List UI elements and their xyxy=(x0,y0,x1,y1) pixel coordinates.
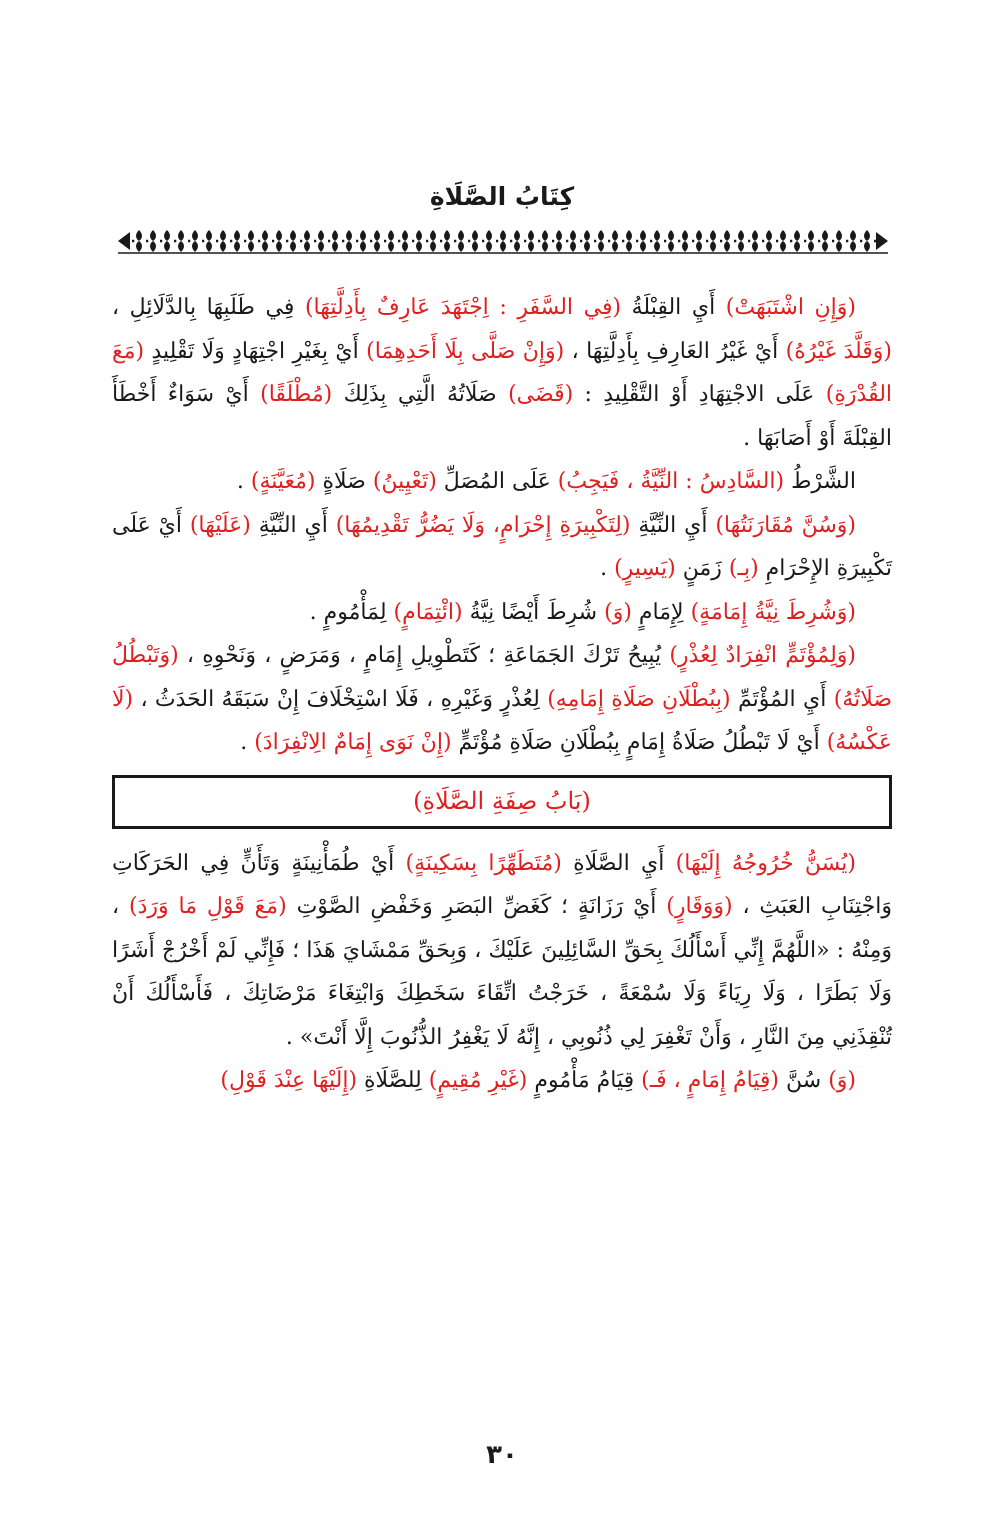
matn-text: (مَعَ القُدْرَةِ) xyxy=(112,338,893,407)
commentary-text: زَمَنٍ xyxy=(675,556,729,581)
commentary-text: لِإِمَامٍ xyxy=(631,599,691,625)
commentary-text: أَيِ النِّيَّةِ xyxy=(630,512,716,538)
text-paragraph xyxy=(112,286,892,460)
commentary-text: فِي طَلَبِهَا بِالدَّلَائِلِ ، xyxy=(112,295,305,320)
commentary-text: أَيِ الصَّلَاةِ xyxy=(561,850,676,876)
commentary-text: أَيْ عَلَى تَكْبِيرَةِ الإِحْرَامِ xyxy=(112,512,892,581)
page-number: ٣٠ xyxy=(486,1440,518,1470)
matn-text: (إِنْ نَوَى إِمَامٌ الِانْفِرَادَ) xyxy=(254,730,452,755)
matn-text: (وَإِنْ صَلَّى بِلَا أَحَدِهِمَا) xyxy=(366,338,565,364)
commentary-text: لِلصَّلَاةِ xyxy=(357,1068,429,1093)
text-paragraph xyxy=(112,591,892,635)
commentary-text: أَيْ بِغَيْرِ اجْتِهَادٍ وَلَا تَقْلِيدٍ xyxy=(144,338,367,364)
text-paragraph xyxy=(112,460,892,504)
commentary-text: لِعُذْرٍ وَغَيْرِهِ ، فَلَا اسْتِخْلَافَ إِنْ سَبَقَهُ الحَدَثُ ، xyxy=(133,686,548,712)
commentary-text: أَيِ النِّيَّةِ xyxy=(250,512,336,538)
text-paragraph xyxy=(112,1059,892,1103)
matn-text: (وَوَقَارٍ) xyxy=(666,894,733,919)
text-paragraph xyxy=(112,634,892,765)
commentary-text: لِمَأْمُومٍ . xyxy=(309,599,394,625)
matn-text: (وَ) xyxy=(828,1068,856,1093)
matn-text: (يُسَنُّ خُرُوجُهُ إِلَيْهَا) xyxy=(675,850,857,876)
commentary-text: أَيْ طُمَأْنِينَةٍ وَتَأَنٍّ فِي الحَرَكَاتِ وَاجْتِنَابِ العَبَثِ ، xyxy=(112,850,892,919)
commentary-text: . xyxy=(240,730,255,755)
commentary-text: أَيِ المُؤْتَمِّ xyxy=(730,686,834,712)
matn-text: (بِبُطْلَانِ صَلَاةِ إِمَامِهِ) xyxy=(547,686,731,712)
matn-text: (تَعْيِينُ) xyxy=(372,469,437,494)
commentary-text: أَيْ غَيْرُ العَارِفِ بِأَدِلَّتِهَا ، xyxy=(564,338,786,364)
matn-text: (إِلَيْهَا عِنْدَ قَوْلِ) xyxy=(220,1068,358,1093)
main-text xyxy=(112,286,892,1103)
matn-text: (يَسِيرٍ) xyxy=(614,556,676,581)
matn-text: (وَإِنِ اشْتَبَهَتْ) xyxy=(725,295,856,320)
matn-text: (قِيَامُ إِمَامٍ ، فَـ) xyxy=(641,1068,780,1093)
commentary-text: أَيْ سَوَاءٌ أَخْطَأَ القِبْلَةَ أَوْ أَصَابَهَا . xyxy=(112,382,892,451)
matn-text: (وَسُنَّ مُقَارَنَتُهَا) xyxy=(715,512,856,538)
running-header-title: كِتَابُ الصَّلَاةِ xyxy=(429,182,575,211)
commentary-text: صَلَاتُهُ الَّتِي بِذَلِكَ xyxy=(332,382,509,407)
commentary-text: . xyxy=(236,469,251,494)
commentary-text: سُنَّ xyxy=(779,1068,829,1093)
matn-text: (وَشُرِطَ نِيَّةُ إِمَامَةٍ) xyxy=(690,599,856,625)
header-ornament-border xyxy=(118,228,888,254)
text-paragraph xyxy=(112,842,892,1060)
commentary-text: عَلَى الاجْتِهَادِ أَوْ التَّقْلِيدِ : xyxy=(573,382,826,407)
matn-text: (عَلَيْهَا) xyxy=(189,512,251,538)
matn-text: (وَقَلَّدَ غَيْرُهُ) xyxy=(785,338,892,364)
commentary-text: عَلَى المُصَلِّ xyxy=(436,469,558,494)
commentary-text: أَيْ لَا تَبْطُلُ صَلَاةُ إِمَامٍ بِبُطْلَانِ صَلَاةِ مُؤْتَمٍّ xyxy=(451,730,827,755)
commentary-text: الشَّرْطُ xyxy=(784,469,856,494)
text-paragraph xyxy=(112,504,892,591)
commentary-text: شُرِطَ أَيْضًا نِيَّةُ xyxy=(462,599,605,625)
matn-text: (بِـ) xyxy=(728,556,759,581)
matn-text: (مُعَيَّنَةٍ) xyxy=(250,469,316,494)
matn-text: (ائْتِمَامٍ) xyxy=(393,599,463,625)
matn-text: (السَّادِسُ : النِّيَّةُ ، فَيَجِبُ) xyxy=(557,469,785,494)
commentary-text: ، وَمِنْهُ : «اللَّهُمَّ إِنِّي أَسْأَلُكَ بِحَقِّ السَّائِلِينَ عَلَيْكَ ، وَبِحَقِّ مَمْشَايَ هَذَا ؛ فَإِنِّي لَمْ أَخْرُجْ أَشَرًا وَلَا بَطَرًا ، وَلَا رِيَاءً وَلَا سُمْعَةً ، خَرَجْتُ اتِّقَاءَ سَخَطِكَ وَابْتِغَاءَ مَرْضَاتِكَ ، فَأَسْأَلُكَ أَنْ تُنْقِذَنِي مِنَ النَّارِ ، وَأَنْ تَغْفِرَ لِي ذُنُوبِي ، إِنَّهُ لَا يَغْفِرُ الذُّنُوبَ إِلَّا أَنْتَ» . xyxy=(112,894,892,1050)
matn-text: (غَيْرِ مُقِيمٍ) xyxy=(428,1068,528,1093)
commentary-text: أَيِ القِبْلَةُ xyxy=(621,295,726,320)
matn-text: (فِي السَّفَرِ : اِجْتَهَدَ عَارِفٌ بِأَدِلَّتِهَا) xyxy=(304,295,622,320)
matn-text: (وَتَبْطُلُ صَلَاتُهُ) xyxy=(112,643,892,712)
commentary-text: صَلَاةٍ xyxy=(315,469,373,494)
matn-text: (وَلِمُؤْتَمٍّ انْفِرَادٌ لِعُذْرٍ) xyxy=(669,643,856,668)
matn-text: (مُطْلَقًا) xyxy=(260,382,333,407)
commentary-text: قِيَامُ مَأْمُومٍ xyxy=(527,1068,642,1093)
matn-text: (لَا عَكْسُهُ) xyxy=(112,686,892,755)
matn-text: (وَ) xyxy=(604,599,632,625)
commentary-text: يُبِيحُ تَرْكَ الجَمَاعَةِ ؛ كَتَطْوِيلِ إِمَامٍ ، وَمَرَضٍ ، وَنَحْوِهِ ، xyxy=(178,643,670,668)
matn-text: (لِتَكْبِيرَةِ إِحْرَامٍ، وَلَا يَضُرُّ تَقْدِيمُهَا) xyxy=(335,512,631,538)
matn-text: (مُتَطَهِّرًا بِسَكِينَةٍ) xyxy=(405,850,562,876)
commentary-text: . xyxy=(600,556,615,581)
matn-text: (قَضَى) xyxy=(508,382,574,407)
chapter-heading-box: (بَابُ صِفَةِ الصَّلَاةِ) xyxy=(112,775,892,829)
matn-text: (مَعَ قَوْلِ مَا وَرَدَ) xyxy=(128,894,287,919)
commentary-text: أَيْ رَزَانَةٍ ؛ كَغَضِّ البَصَرِ وَخَفْضِ الصَّوْتِ xyxy=(286,894,667,919)
